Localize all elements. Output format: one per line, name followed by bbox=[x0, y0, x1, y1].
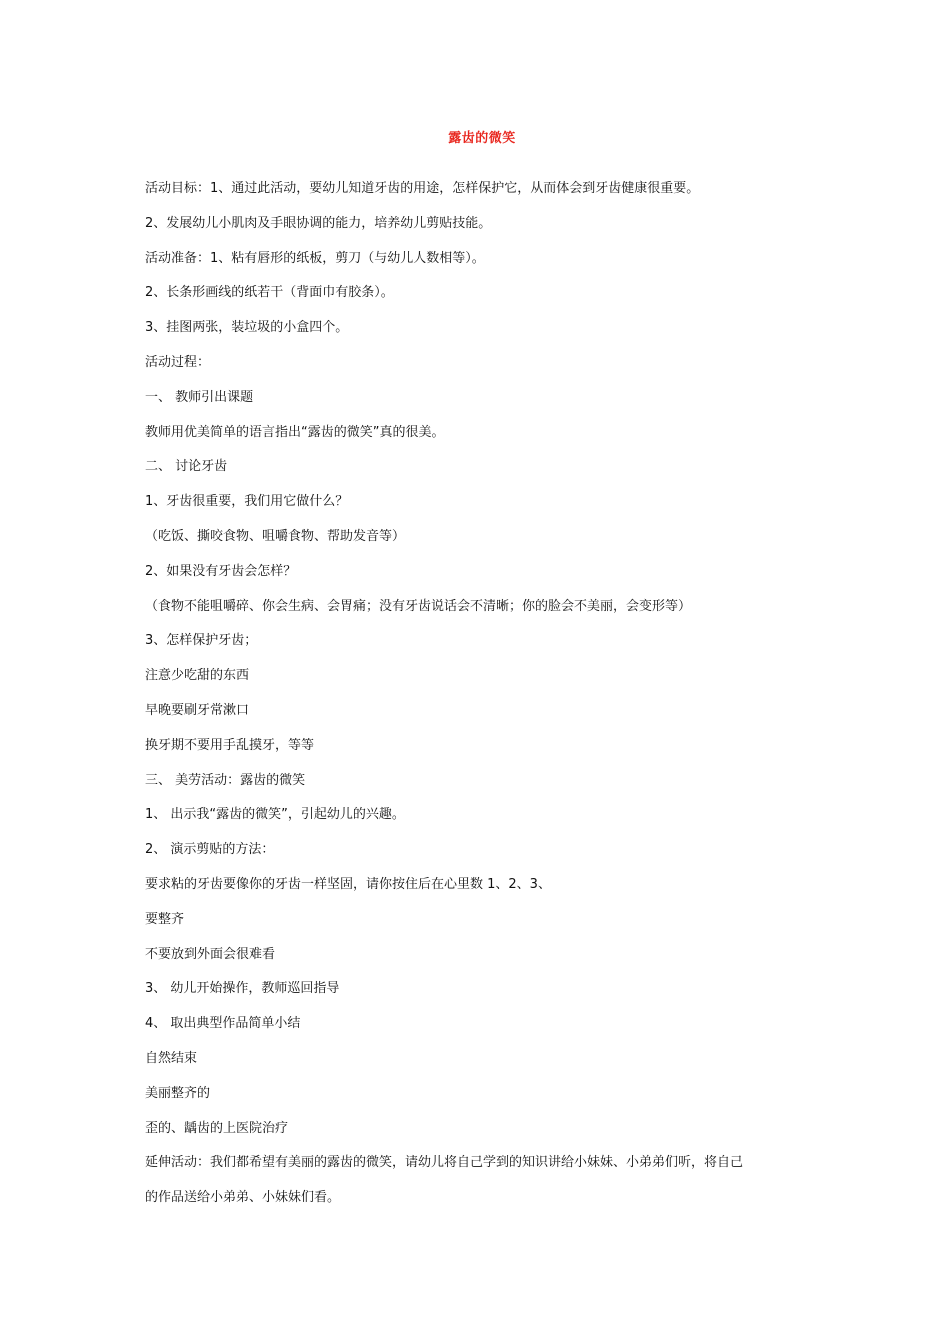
paragraph-line: 活动准备：1、粘有唇形的纸板，剪刀（与幼儿人数相等）。 bbox=[145, 250, 485, 266]
paragraph-line: 活动目标：1、通过此活动，要幼儿知道牙齿的用途，怎样保护它，从而体会到牙齿健康很重要。 bbox=[145, 181, 700, 196]
paragraph-line: 早晚要刷牙常漱口 bbox=[145, 702, 250, 718]
paragraph-line: （吃饭、撕咬食物、咀嚼食物、帮助发音等） bbox=[145, 528, 406, 544]
paragraph-line: 换牙期不要用手乱摸牙，等等 bbox=[145, 737, 315, 753]
paragraph-line: 的作品送给小弟弟、小妹妹们看。 bbox=[145, 1190, 341, 1206]
paragraph-line: 2、如果没有牙齿会怎样？ bbox=[145, 563, 297, 579]
paragraph-line: 要求粘的牙齿要像你的牙齿一样坚固，请你按住后在心里数 1、2、3、 bbox=[145, 876, 551, 892]
paragraph-line: （食物不能咀嚼碎、你会生病、会胃痛；没有牙齿说话会不清晰；你的脸会不美丽，会变形等） bbox=[145, 598, 692, 614]
paragraph-line: 1、牙齿很重要，我们用它做什么？ bbox=[145, 494, 349, 510]
paragraph-line: 美丽整齐的 bbox=[145, 1085, 211, 1101]
paragraph-line: 一、 教师引出课题 bbox=[145, 389, 254, 405]
paragraph-line: 注意少吃甜的东西 bbox=[145, 668, 250, 684]
document-body bbox=[145, 172, 815, 1216]
paragraph-line: 延伸活动：我们都希望有美丽的露齿的微笑，请幼儿将自己学到的知识讲给小妹妹、小弟弟们听，将自己 bbox=[145, 1155, 744, 1171]
document-title: 露齿的微笑 bbox=[448, 131, 516, 146]
paragraph-line: 3、怎样保护牙齿； bbox=[145, 633, 258, 649]
paragraph-line: 2、长条形画线的纸若干（背面巾有胶条）。 bbox=[145, 285, 394, 301]
paragraph-line: 1、 出示我“露齿的微笑”，引起幼儿的兴趣。 bbox=[145, 807, 405, 823]
paragraph-line: 自然结束 bbox=[145, 1050, 198, 1066]
paragraph-line: 三、 美劳活动：露齿的微笑 bbox=[145, 772, 306, 788]
paragraph-line: 2、发展幼儿小肌肉及手眼协调的能力，培养幼儿剪贴技能。 bbox=[145, 215, 492, 231]
paragraph-line: 不要放到外面会很难看 bbox=[145, 946, 276, 962]
paragraph-line: 教师用优美简单的语言指出“露齿的微笑”真的很美。 bbox=[145, 424, 445, 440]
paragraph-line: 4、 取出典型作品简单小结 bbox=[145, 1016, 301, 1032]
paragraph-line: 3、挂图两张，装垃圾的小盒四个。 bbox=[145, 320, 349, 336]
paragraph-line: 要整齐 bbox=[145, 911, 185, 927]
paragraph-line: 3、 幼儿开始操作，教师巡回指导 bbox=[145, 981, 340, 997]
paragraph-line: 二、 讨论牙齿 bbox=[145, 459, 228, 475]
paragraph-line: 活动过程： bbox=[145, 354, 211, 370]
paragraph-line: 歪的、龋齿的上医院治疗 bbox=[145, 1120, 289, 1136]
paragraph-line: 2、 演示剪贴的方法： bbox=[145, 842, 275, 858]
